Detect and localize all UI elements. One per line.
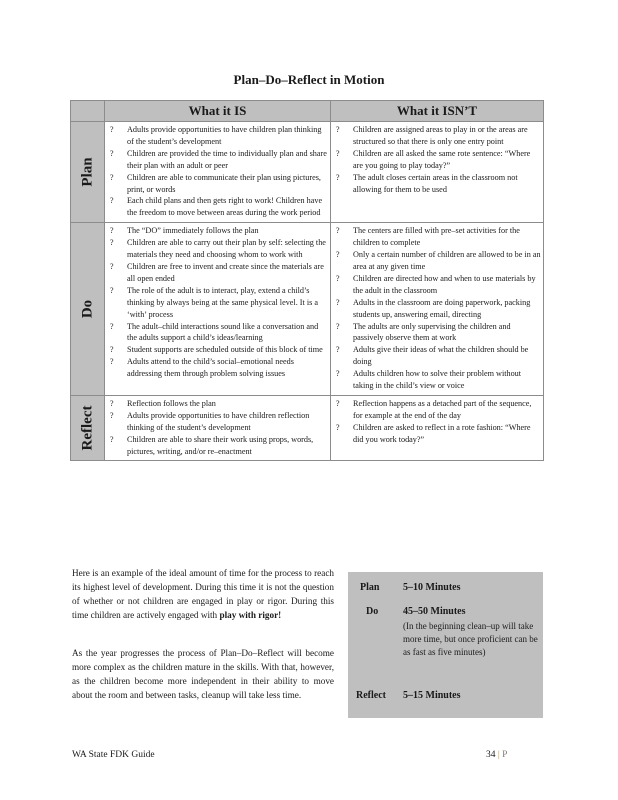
bullet-icon: ? (336, 422, 340, 432)
bullet-icon: ? (110, 148, 114, 158)
bullet-icon: ? (110, 125, 114, 134)
list-item (333, 398, 541, 422)
cell-is-do (105, 223, 331, 396)
list-item (107, 356, 328, 380)
list-item-text: Only a certain number of children are allowed to be in an area at any given time (353, 250, 541, 271)
intro-bold: play with rigor (219, 610, 279, 620)
bullet-icon: ? (336, 273, 340, 283)
list-item-text: Children are able to communicate their plan using pictures, print, or words (127, 172, 321, 194)
list-item-text: Adults attend to the child’s social–emotional needs addressing them through problem solving issues (127, 357, 294, 379)
list-item-text: Adults children how to solve their problem without taking in the child’s view or voice (353, 369, 522, 391)
list-item (333, 249, 541, 273)
row-header-plan (71, 122, 105, 223)
list-item (333, 368, 541, 392)
row-label: Plan (79, 157, 95, 187)
header-what-it-is: What it IS (105, 101, 331, 122)
bullet-icon: ? (336, 369, 340, 379)
list-item (333, 422, 541, 446)
list-item-text: The adults are only supervising the children and passively observe them at work (353, 321, 511, 343)
row-header-reflect (71, 395, 105, 461)
list-item-text: Each child plans and then gets right to work! Children have the freedom to move between areas during the work period (127, 196, 323, 218)
bullet-list (107, 225, 328, 380)
bullet-icon: ? (110, 226, 114, 236)
footer-page-number (486, 750, 507, 760)
bullet-icon: ? (110, 357, 114, 367)
list-item-text: Children are all asked the same rote sentence: “Where are you going to play today?” (353, 148, 531, 170)
list-item (107, 344, 328, 356)
list-item-text: The adult closes certain areas in the classroom not allowing for them to be used (353, 172, 518, 194)
bullet-icon: ? (110, 398, 114, 408)
list-item-text: Student supports are scheduled outside of this block of time (127, 345, 323, 355)
plan-do-reflect-table (70, 100, 544, 461)
list-item-text: The adult–child interactions sound like a conversation and the adults support a child’s ideas/learning (127, 321, 319, 343)
bullet-icon: ? (110, 196, 114, 206)
header-corner (71, 101, 105, 122)
page-title: Plan–Do–Reflect in Motion (233, 72, 385, 87)
bullet-icon: ? (336, 297, 340, 307)
list-item-text: The role of the adult is to interact, play, extend a child’s thinking by always being at the same physical level. It is a ‘with’ process (127, 285, 318, 319)
list-item (333, 225, 541, 249)
table-row-plan (71, 122, 544, 223)
cell-isnt-do (331, 223, 544, 396)
cell-isnt-reflect (331, 395, 544, 461)
time-allocation-box (348, 572, 543, 718)
bullet-list (107, 124, 328, 219)
time-value-reflect: 5–15 Minutes (403, 690, 461, 701)
list-item-text: Children are assigned areas to play in or the areas are structured so that there is only one entry point (353, 125, 528, 146)
bullet-icon: ? (110, 261, 114, 271)
row-label: Do (79, 299, 95, 319)
list-item (333, 297, 541, 321)
time-value-plan: 5–10 Minutes (403, 582, 461, 593)
list-item (333, 172, 541, 196)
row-header-do (71, 223, 105, 396)
list-item-text: The centers are filled with pre–set activities for the children to complete (353, 226, 520, 248)
bullet-icon: ? (336, 345, 340, 355)
list-item-text: Children are provided the time to individually plan and share their plan with an adult or peer (127, 148, 327, 170)
bullet-icon: ? (110, 238, 114, 248)
page-number: 34 (486, 750, 496, 760)
list-item-text: Reflection happens as a detached part of the sequence, for example at the end of the day (353, 398, 532, 420)
cell-is-plan (105, 122, 331, 223)
bullet-list (333, 225, 541, 392)
bullet-icon: ? (110, 285, 114, 295)
list-item (107, 410, 328, 434)
row-label: Reflect (79, 405, 95, 451)
time-label-plan: Plan (360, 582, 380, 593)
bullet-icon: ? (336, 250, 340, 260)
bullet-icon: ? (336, 321, 340, 331)
bullet-icon: ? (336, 226, 340, 236)
bullet-icon: ? (336, 148, 340, 158)
list-item (107, 261, 328, 285)
bullet-list (333, 398, 541, 446)
list-item (107, 321, 328, 345)
time-label-do: Do (366, 606, 379, 617)
list-item (107, 237, 328, 261)
list-item (333, 344, 541, 368)
list-item-text: Children are able to share their work using props, words, pictures, writing, and/or re–enactment (127, 434, 314, 456)
list-item (107, 195, 328, 219)
intro-paragraph-1 (72, 566, 334, 622)
list-item-text: Adults in the classroom are doing paperwork, packing students up, answering email, directing (353, 297, 531, 319)
table-header-row (71, 101, 544, 122)
time-label-reflect: Reflect (356, 690, 386, 701)
bullet-icon: ? (336, 172, 340, 182)
footer-p: P (502, 750, 508, 760)
list-item (333, 124, 541, 148)
bullet-icon: ? (336, 125, 340, 134)
bullet-icon: ? (110, 321, 114, 331)
list-item-text: Children are free to invent and create since the materials are all open ended (127, 261, 324, 283)
list-item-text: Children are asked to reflect in a rote fashion: “Where did you work today?” (353, 422, 531, 444)
list-item-text: Adults provide opportunities to have children plan thinking of the student’s development (127, 125, 322, 146)
intro-end: ! (278, 610, 282, 620)
bullet-icon: ? (336, 398, 340, 408)
bullet-list (333, 124, 541, 195)
bullet-icon: ? (110, 410, 114, 420)
time-note-do: (In the beginning clean–up will take more time, but once proficient can be as fast as five minutes) (403, 621, 538, 657)
list-item (107, 225, 328, 237)
intro-text: Here is an example of the ideal amount of time for the process to reach its highest level of development. During this time it is not the question of whether or not children are engaged in play or rigor. During this time children are actively engaged with (72, 568, 334, 620)
list-item-text: Adults give their ideas of what the children should be doing (353, 345, 529, 367)
cell-isnt-plan (331, 122, 544, 223)
footer-guide-name: WA State FDK Guide (72, 750, 155, 760)
list-item (107, 148, 328, 172)
table-row-do (71, 223, 544, 396)
bullet-icon: ? (110, 345, 114, 355)
list-item (107, 285, 328, 321)
footer-separator: | (497, 750, 500, 760)
list-item (333, 321, 541, 345)
bullet-icon: ? (110, 172, 114, 182)
list-item-text: Reflection follows the plan (127, 398, 216, 408)
table-row-reflect (71, 395, 544, 461)
list-item (107, 172, 328, 196)
intro-paragraph-2: As the year progresses the process of Plan–Do–Reflect will become more complex as the children mature in the skills. With that, however, as the children become more independent in their ability to move about the room and between tasks, cleanup will take less time. (72, 648, 334, 700)
list-item (107, 398, 328, 410)
list-item-text: Adults provide opportunities to have children reflection thinking of the student’s development (127, 410, 310, 432)
list-item-text: The “DO” immediately follows the plan (127, 226, 259, 236)
list-item (333, 273, 541, 297)
list-item (333, 148, 541, 172)
list-item-text: Children are directed how and when to use materials by the adult in the classroom (353, 273, 536, 295)
header-what-it-isnt: What it ISN’T (331, 101, 544, 122)
list-item-text: Children are able to carry out their plan by self: selecting the materials they need and choosing whom to work with (127, 238, 326, 260)
time-value-do: 45–50 Minutes (403, 606, 466, 617)
bullet-icon: ? (110, 434, 114, 444)
list-item (107, 434, 328, 458)
bullet-list (107, 398, 328, 458)
list-item (107, 124, 328, 148)
cell-is-reflect (105, 395, 331, 461)
